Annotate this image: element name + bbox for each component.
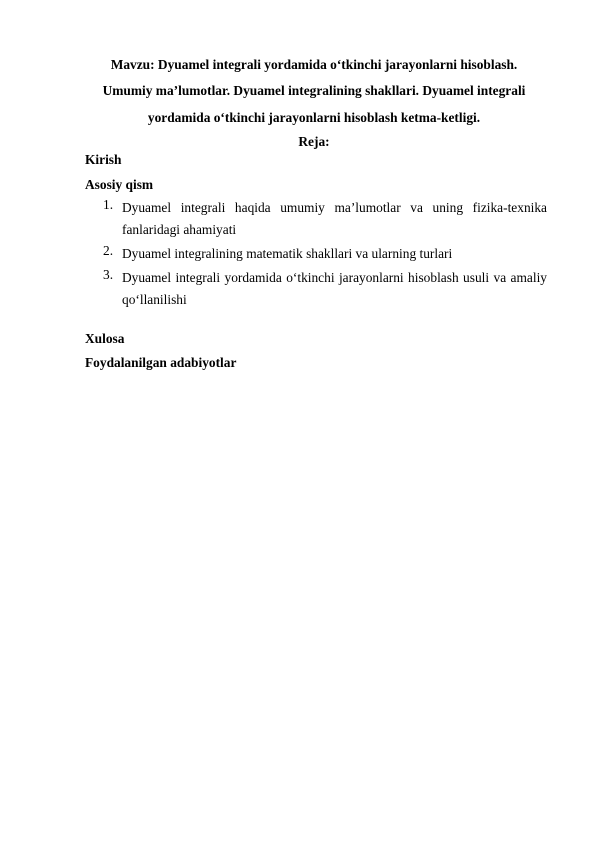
section-references: Foydalanilgan adabiyotlar [85,355,237,370]
section-intro: Kirish [85,152,122,167]
document-title [84,52,544,131]
plan-item [85,267,547,311]
plan-item [85,197,547,241]
plan-item-number: 1. [103,197,114,212]
title-line: Mavzu: Dyuamel integrali yordamida o‘tkinchi jarayonlarni hisoblash. [110,57,518,72]
plan-list [85,197,547,313]
section-conclusion: Xulosa [85,331,125,346]
plan-item-text: fanlaridagi ahamiyati [122,222,237,237]
plan-item-number: 2. [103,243,114,258]
plan-item [85,243,547,265]
section-main: Asosiy qism [85,177,154,192]
plan-item-text: Dyuamel integrali haqida umumiy ma’lumotlar va uning fizika-texnika [122,200,547,215]
plan-heading: Reja: [298,134,330,149]
plan-item-text: Dyuamel integrali yordamida o‘tkinchi jarayonlarni hisoblash usuli va amaliy [122,270,547,285]
title-line: yordamida o‘tkinchi jarayonlarni hisoblash ketma-ketligi. [147,109,481,125]
plan-item-text: qo‘llanilishi [122,292,187,307]
title-line: Umumiy ma’lumotlar. Dyuamel integralining shakllari. Dyuamel integrali [102,83,526,99]
plan-item-number: 3. [103,267,114,282]
plan-item-text: Dyuamel integralining matematik shakllari va ularning turlari [122,246,453,261]
